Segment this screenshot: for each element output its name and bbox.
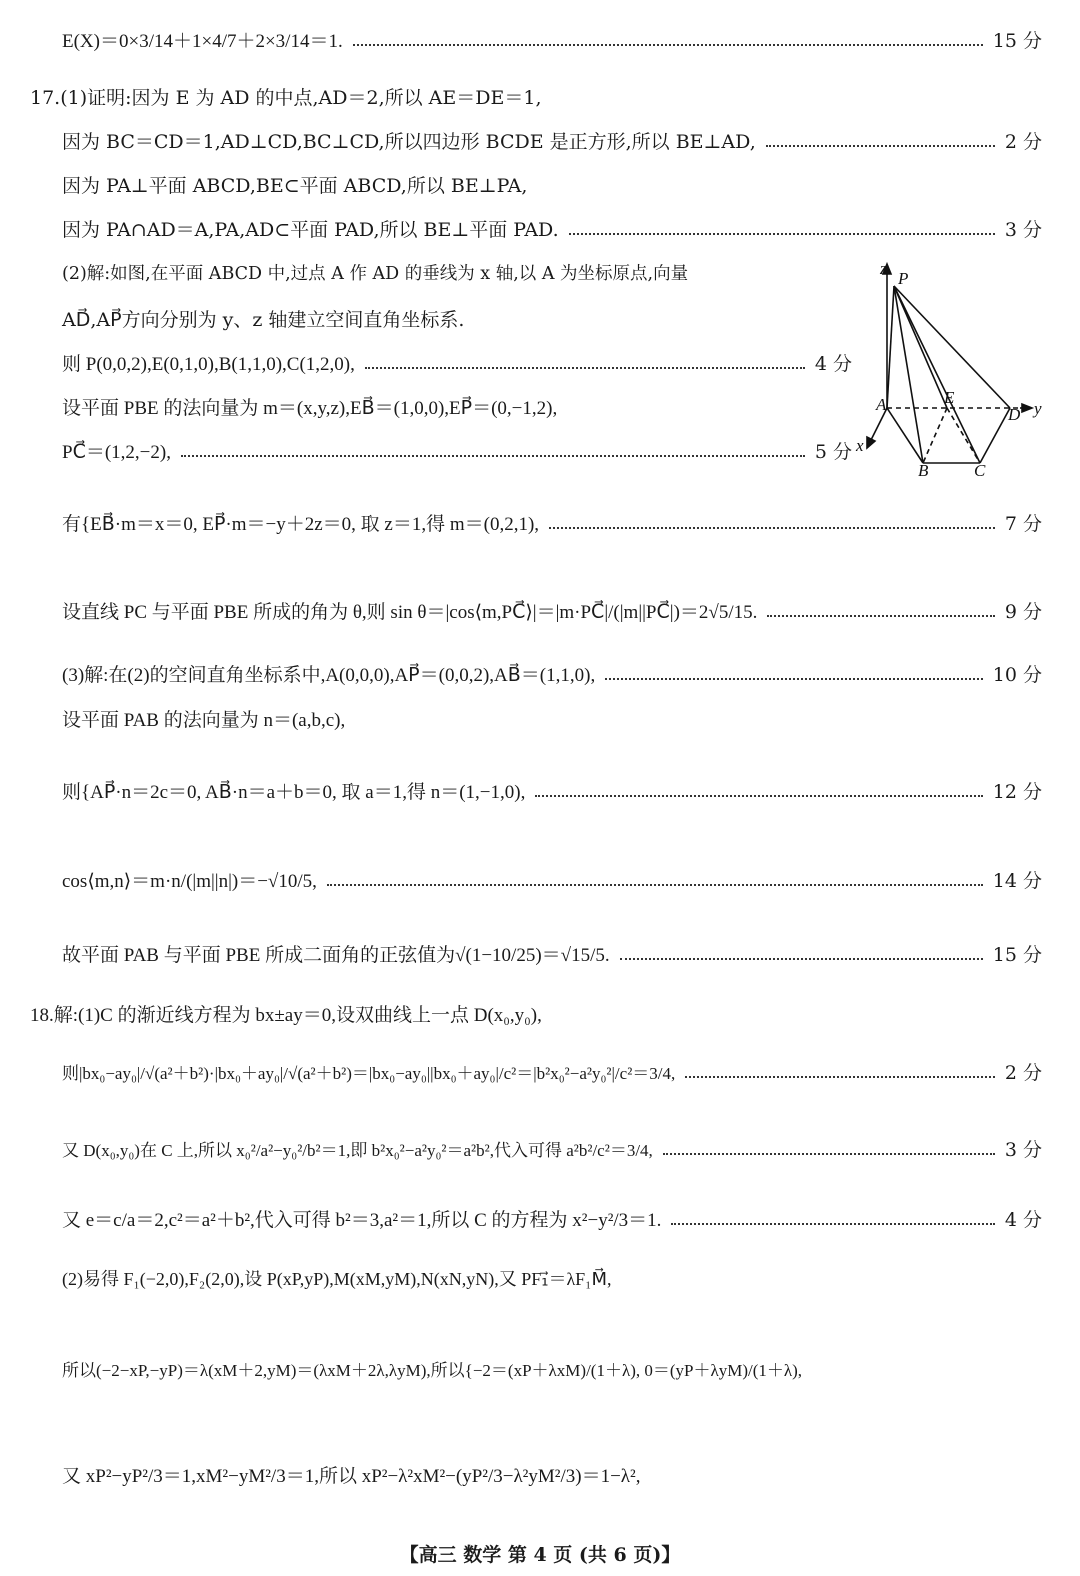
dotted-leader <box>327 884 983 886</box>
edge-ab <box>887 408 923 463</box>
edge-pe <box>894 286 947 408</box>
score-label: 15 分 <box>992 944 1042 966</box>
dotted-leader <box>605 678 983 680</box>
label-x: x <box>856 436 864 455</box>
solution-text: 设直线 PC 与平面 PBE 所成的角为 θ,则 sin θ＝|cos⟨m,PC⃗⟩|＝|m·PC⃗|/(|m||PC⃗|)＝2√5/15. <box>62 602 758 623</box>
solution-text: 18.解:(1)C 的渐近线方程为 bx±ay＝0,设双曲线上一点 D(x₀,y₀), <box>30 1005 542 1026</box>
score-label: 5 分 <box>814 441 852 463</box>
dotted-leader <box>671 1223 994 1225</box>
solution-line-17-2-setup <box>62 266 852 284</box>
solution-text: 则{AP⃗·n＝2c＝0, AB⃗·n＝a＋b＝0, 取 a＝1,得 n＝(1,−1,0), <box>62 782 526 803</box>
label-y: y <box>1034 399 1042 418</box>
solution-line-be-perp-pa <box>62 177 1042 196</box>
score-label: 15 分 <box>992 30 1042 52</box>
score-label: 7 分 <box>1004 513 1042 535</box>
solution-text: 因为 PA⊥平面 ABCD,BE⊂平面 ABCD,所以 BE⊥PA, <box>62 175 528 197</box>
solution-text: 因为 PA∩AD＝A,PA,AD⊂平面 PAD,所以 BE⊥平面 PAD. <box>62 219 559 241</box>
page-footer: 【高三 数学 第 4 页 (共 6 页)】 <box>399 1544 681 1566</box>
score-label: 10 分 <box>992 664 1042 686</box>
label-c: C <box>974 461 986 480</box>
score-label: 3 分 <box>1004 219 1042 241</box>
solution-line-system-n <box>62 783 1042 802</box>
score-label: 14 分 <box>992 870 1042 892</box>
solution-line-17-1-intro <box>30 89 1042 108</box>
y-axis-arrow <box>1022 404 1032 412</box>
solution-line-square <box>62 133 1042 152</box>
score-label: 4 分 <box>1004 1209 1042 1231</box>
solution-line-coordinates <box>62 355 852 374</box>
solution-text: 又 xP²−yP²/3＝1,xM²−yM²/3＝1,所以 xP²−λ²xM²−(yP²/3−λ²yM²/3)＝1−λ², <box>62 1466 641 1487</box>
label-d: D <box>1008 405 1021 424</box>
solution-line-17-3-setup <box>62 666 1042 685</box>
dotted-leader <box>569 233 995 235</box>
dotted-leader <box>663 1153 995 1155</box>
solution-text: (2)易得 F₁(−2,0),F₂(2,0),设 P(xP,yP),M(xM,yM),N(xN,yN),又 PF₁⃗＝λF₁M⃗, <box>62 1269 612 1289</box>
dotted-leader <box>620 958 983 960</box>
solution-line-lambda-system <box>62 1362 1042 1379</box>
solution-text: 设平面 PBE 的法向量为 m＝(x,y,z),EB⃗＝(1,0,0),EP⃗＝(0,−1,2), <box>62 398 558 419</box>
solution-line-axes <box>62 311 842 330</box>
dotted-leader <box>766 145 995 147</box>
solution-line-pc-vector <box>62 443 852 462</box>
dotted-leader <box>549 527 995 529</box>
dotted-leader <box>685 1076 995 1078</box>
solution-text: PC⃗＝(1,2,−2), <box>62 442 171 463</box>
solution-line-18-2-setup <box>62 1270 1042 1288</box>
score-label: 2 分 <box>1004 131 1042 153</box>
solution-line-cos-mn <box>62 872 1042 891</box>
dotted-leader <box>767 615 995 617</box>
score-label: 9 分 <box>1004 601 1042 623</box>
solution-text: 又 e＝c/a＝2,c²＝a²＋b²,代入可得 b²＝3,a²＝1,所以 C 的方程为 x²−y²/3＝1. <box>62 1210 662 1231</box>
label-b: B <box>918 461 929 480</box>
dotted-leader <box>535 795 982 797</box>
solution-line-system-m <box>62 515 1042 534</box>
dotted-leader <box>353 44 983 46</box>
label-e: E <box>944 388 955 407</box>
solution-line-difference <box>62 1467 1042 1486</box>
solution-line-normal-n <box>62 711 1042 730</box>
edge-be <box>923 408 947 463</box>
solution-text: 所以(−2−xP,−yP)＝λ(xM＋2,yM)＝(λxM＋2λ,λyM),所以{−2＝(xP＋λxM)/(1＋λ), 0＝(yP＋λyM)/(1＋λ), <box>62 1361 803 1380</box>
edge-pc <box>894 286 980 463</box>
score-label: 4 分 <box>814 353 852 375</box>
solution-text: E(X)＝0×3/14＋1×4/7＋2×3/14＝1. <box>62 31 343 52</box>
pyramid-coordinate-figure <box>850 258 1080 488</box>
solution-text: 因为 BC＝CD＝1,AD⊥CD,BC⊥CD,所以四边形 BCDE 是正方形,所以 BE⊥AD, <box>62 131 756 153</box>
solution-line-16-expectation <box>62 32 1042 51</box>
solution-text: 则 P(0,0,2),E(0,1,0),B(1,1,0),C(1,2,0), <box>62 354 355 375</box>
edge-cd <box>980 408 1010 463</box>
edge-pa <box>887 286 894 408</box>
label-a: A <box>876 395 887 414</box>
solution-line-distance-product <box>62 1064 1042 1083</box>
solution-text: AD⃗,AP⃗方向分别为 y、z 轴建立空间直角坐标系. <box>62 309 465 331</box>
solution-text: 有{EB⃗·m＝x＝0, EP⃗·m＝−y＋2z＝0, 取 z＝1,得 m＝(0,2,1), <box>62 514 540 535</box>
score-label: 2 分 <box>1004 1062 1042 1084</box>
solution-text: 故平面 PAB 与平面 PBE 所成二面角的正弦值为√(1−10/25)＝√15/5. <box>62 945 610 966</box>
solution-text: 设平面 PAB 的法向量为 n＝(a,b,c), <box>62 710 346 731</box>
solution-text: 又 D(x₀,y₀)在 C 上,所以 x₀²/a²−y₀²/b²＝1,即 b²x₀²−a²y₀²＝a²b²,代入可得 a²b²/c²＝3/4, <box>62 1141 653 1160</box>
x-axis-arrow <box>867 437 875 448</box>
solution-text: (2)解:如图,在平面 ABCD 中,过点 A 作 AD 的垂线为 x 轴,以 A 为坐标原点,向量 <box>62 264 689 284</box>
solution-line-18-1-intro <box>30 1006 1042 1025</box>
solution-line-dihedral-sine <box>62 946 1042 965</box>
score-label: 3 分 <box>1004 1139 1042 1161</box>
dotted-leader <box>365 367 805 369</box>
solution-line-sin-theta <box>62 603 1042 622</box>
solution-text: 则|bx₀−ay₀|/√(a²＋b²)·|bx₀＋ay₀|/√(a²＋b²)＝|bx₀−ay₀||bx₀＋ay₀|/c²＝|b²x₀²−a²y₀²|/c²＝3/4, <box>62 1064 676 1083</box>
label-z: z <box>880 259 887 278</box>
dotted-leader <box>181 455 805 457</box>
solution-line-be-perp-plane <box>62 221 1042 240</box>
solution-text: 17.(1)证明:因为 E 为 AD 的中点,AD＝2,所以 AE＝DE＝1, <box>30 87 542 109</box>
label-p: P <box>898 269 909 288</box>
solution-text: (3)解:在(2)的空间直角坐标系中,A(0,0,0),AP⃗＝(0,0,2),AB⃗＝(1,1,0), <box>62 665 596 686</box>
solution-line-normal-vector <box>62 399 842 418</box>
solution-text: cos⟨m,n⟩＝m·n/(|m||n|)＝−√10/5, <box>62 871 317 892</box>
score-label: 12 分 <box>992 781 1042 803</box>
edge-ec <box>947 408 980 463</box>
solution-line-on-curve <box>62 1141 1042 1160</box>
solution-line-hyperbola-equation <box>62 1211 1042 1230</box>
